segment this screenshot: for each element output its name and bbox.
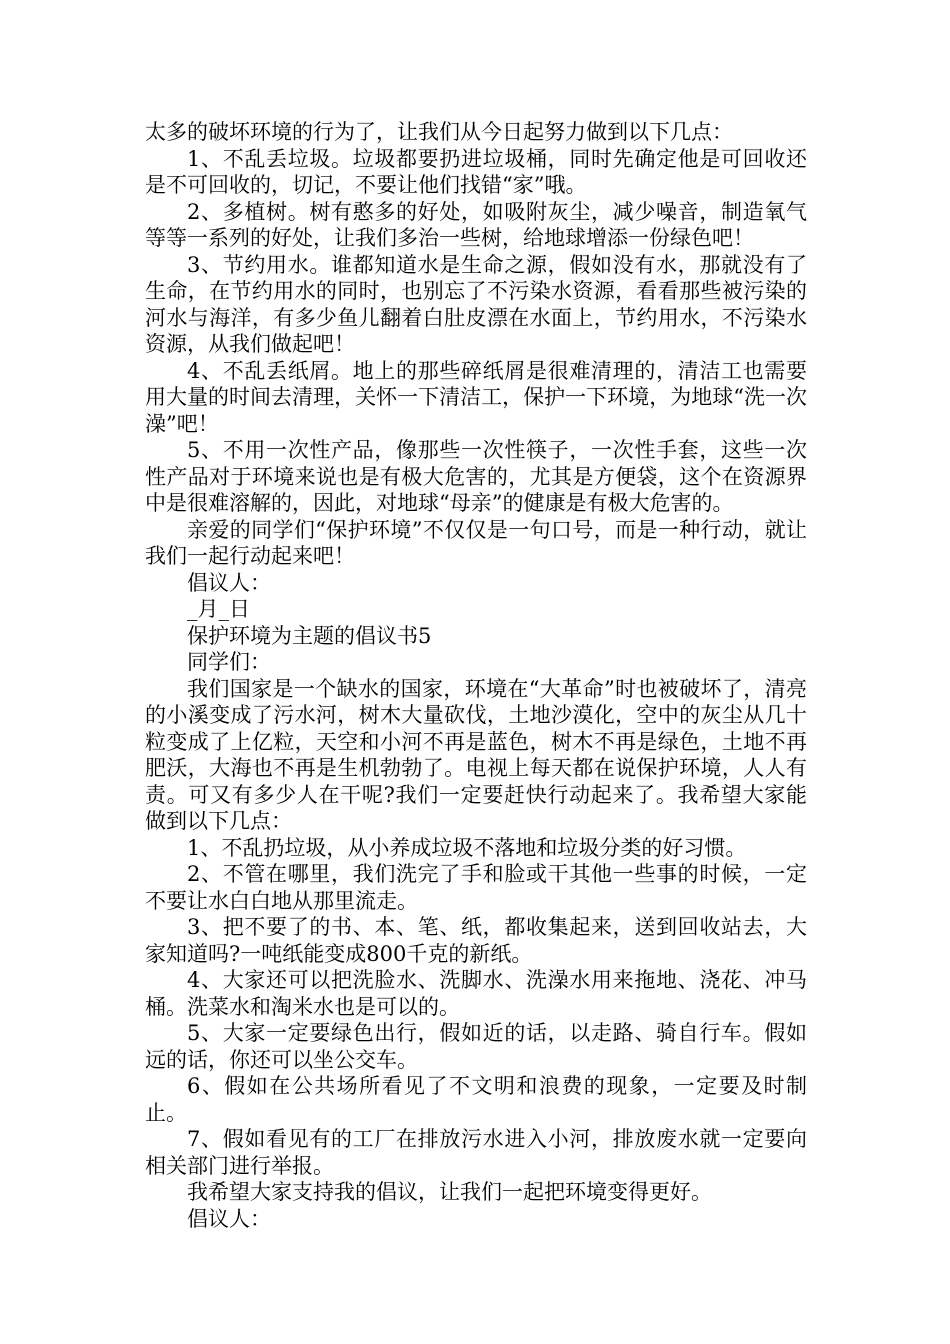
- paragraph-point-7: 7、假如看见有的工厂在排放污水进入小河，排放废水就一定要向相关部门进行举报。: [145, 1127, 807, 1178]
- paragraph-point-2: 2、不管在哪里，我们洗完了手和脸或干其他一些事的时候，一定不要让水白白地从那里流走。: [145, 862, 807, 913]
- salutation: 同学们：: [187, 650, 271, 674]
- paragraph-closing: 亲爱的同学们“保护环境”不仅仅是一句口号，而是一种行动，就让我们一起行动起来吧！: [145, 517, 807, 568]
- signature-label-2: 倡议人：: [187, 1206, 271, 1231]
- section-title: 保护环境为主题的倡议书5: [187, 623, 432, 648]
- paragraph-point-4: 4、大家还可以把洗脸水、洗脚水、洗澡水用来拖地、浇花、冲马桶。洗菜水和淘米水也是可以的。: [145, 968, 807, 1019]
- paragraph-point-5: 5、大家一定要绿色出行，假如近的话，以走路、骑自行车。假如远的话，你还可以坐公交车。: [145, 1021, 807, 1072]
- paragraph-item-1: 1、不乱丢垃圾。垃圾都要扔进垃圾桶，同时先确定他是可回收还是不可回收的，切记，不要让他们找错“家”哦。: [145, 146, 807, 197]
- paragraph-point-1: 1、不乱扔垃圾，从小养成垃圾不落地和垃圾分类的好习惯。: [187, 835, 747, 860]
- signature-label: 倡议人：: [187, 570, 271, 595]
- paragraph-continuation: 太多的破坏环境的行为了，让我们从今日起努力做到以下几点：: [145, 120, 733, 144]
- paragraph-conclusion: 我希望大家支持我的倡议，让我们一起把环境变得更好。: [187, 1180, 712, 1204]
- date-line: _月_日: [187, 597, 250, 621]
- paragraph-item-3: 3、节约用水。谁都知道水是生命之源，假如没有水，那就没有了生命，在节约用水的同时，也别忘了不污染水资源，看看那些被污染的河水与海洋，有多少鱼儿翻着白肚皮漂在水面上，节约用水，不污染水资源，从我们做起吧！: [145, 252, 807, 356]
- paragraph-item-4: 4、不乱丢纸屑。地上的那些碎纸屑是很难清理的，清洁工也需要用大量的时间去清理，关怀一下清洁工，保护一下环境，为地球“洗一次澡”吧！: [145, 358, 807, 436]
- paragraph-item-5: 5、不用一次性产品，像那些一次性筷子，一次性手套，这些一次性产品对于环境来说也是有极大危害的，尤其是方便袋，这个在资源界中是很难溶解的，因此，对地球“母亲”的健康是有极大危害的。: [145, 438, 807, 515]
- document-body: [145, 119, 807, 1232]
- paragraph-point-6: 6、假如在公共场所看见了不文明和浪费的现象，一定要及时制止。: [145, 1074, 807, 1125]
- paragraph-intro: 我们国家是一个缺水的国家，环境在“大革命”时也被破坏了，清亮的小溪变成了污水河，树木大量砍伐，土地沙漠化，空中的灰尘从几十粒变成了上亿粒，天空和小河不再是蓝色，树木不再是绿色，土地不再肥沃，大海也不再是生机勃勃了。电视上每天都在说保护环境，人人有责。可又有多少人在干呢?我们一定要赶快行动起来了。我希望大家能做到以下几点：: [145, 676, 807, 833]
- paragraph-point-3: 3、把不要了的书、本、笔、纸，都收集起来，送到回收站去，大家知道吗?一吨纸能变成800千克的新纸。: [145, 915, 807, 966]
- paragraph-item-2: 2、多植树。树有憨多的好处，如吸附灰尘，减少噪音，制造氧气等等一系列的好处，让我们多治一些树，给地球增添一份绿色吧！: [145, 199, 807, 250]
